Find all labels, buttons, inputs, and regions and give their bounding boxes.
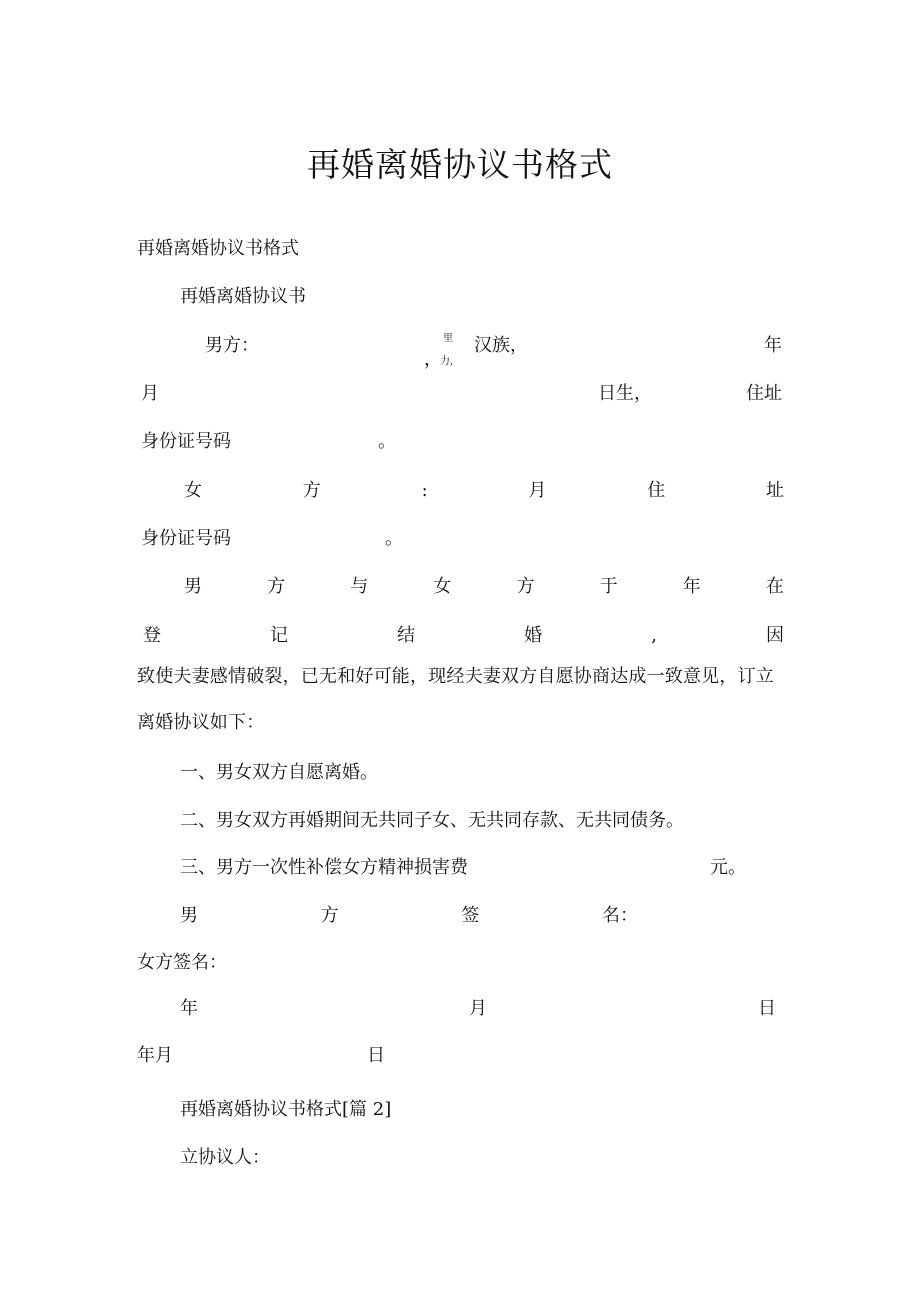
- clause-1: 一、男女双方自愿离婚。: [180, 762, 378, 783]
- woman-sign: 女方签名：: [137, 952, 227, 973]
- woman-char: 址: [765, 480, 784, 501]
- man-label: 男方：: [205, 335, 259, 356]
- date-char: 月: [469, 998, 487, 1019]
- woman-id-label: 身份证号码: [141, 528, 231, 549]
- woman-char: 女: [184, 480, 202, 501]
- marriage-line-2: [143, 627, 784, 645]
- woman-char: 方: [302, 480, 321, 501]
- woman-char: 月: [528, 480, 547, 501]
- clause-2: 二、男女双方再婚期间无共同子女、无共同存款、无共同债务。: [180, 810, 684, 831]
- clause-3-unit: 元。: [710, 857, 746, 878]
- date-line: [180, 1000, 776, 1018]
- woman-char: 住: [647, 480, 666, 501]
- date-char: 年: [180, 998, 198, 1019]
- subtitle: 再婚离婚协议书格式: [137, 238, 299, 259]
- man-sign-char: 男: [180, 905, 198, 926]
- date-line-2-right: 日: [367, 1045, 385, 1066]
- man-ethnicity: 汉族，: [474, 335, 528, 356]
- party-label: 立协议人：: [180, 1147, 270, 1168]
- marriage-char: 方: [267, 576, 286, 597]
- man-sign-line: [180, 907, 638, 925]
- woman-id-end: 。: [385, 528, 403, 549]
- marriage-char: 女: [433, 576, 452, 597]
- marriage-char: ,: [651, 625, 657, 646]
- woman-char: :: [421, 480, 428, 501]
- man-address: 住址: [746, 383, 782, 404]
- reason-paragraph: 致使夫妻感情破裂，已无和好可能，现经夫妻双方自愿协商达成一致意见，订立离婚协议如下：: [137, 666, 774, 733]
- marriage-char: 男: [184, 576, 202, 597]
- marriage-char: 方: [516, 576, 535, 597]
- section-2-heading: 再婚离婚协议书格式[篇 2]: [180, 1099, 392, 1120]
- woman-line: [184, 482, 784, 500]
- small-mark-bottom: 力,: [440, 356, 454, 367]
- marriage-line-1: [184, 578, 784, 596]
- marriage-char: 在: [765, 576, 784, 597]
- marriage-char: 于: [599, 576, 618, 597]
- marriage-char: 年: [682, 576, 701, 597]
- man-comma: ，: [424, 349, 442, 370]
- man-year: 年: [764, 335, 782, 356]
- man-sign-char: 签: [461, 905, 480, 926]
- man-sign-char: 方: [320, 905, 339, 926]
- man-id-label: 身份证号码: [141, 431, 231, 452]
- doc-heading: 再婚离婚协议书: [180, 286, 306, 307]
- marriage-char: 记: [270, 625, 289, 646]
- man-id-end: 。: [378, 431, 396, 452]
- clause-3: 三、男方一次性补偿女方精神损害费: [180, 857, 468, 878]
- man-sign-char: 名：: [601, 905, 638, 926]
- man-month: 月: [141, 383, 159, 404]
- date-char: 日: [758, 998, 776, 1019]
- marriage-char: 与: [350, 576, 369, 597]
- marriage-char: 因: [765, 625, 784, 646]
- marriage-char: 登: [143, 625, 161, 646]
- man-birthday: 日生，: [598, 383, 652, 404]
- small-mark-top: 里: [443, 333, 453, 344]
- document-title: 再婚离婚协议书格式: [307, 145, 613, 184]
- marriage-char: 结: [397, 625, 416, 646]
- marriage-char: 婚: [524, 625, 543, 646]
- date-line-2-left: 年月: [137, 1045, 173, 1066]
